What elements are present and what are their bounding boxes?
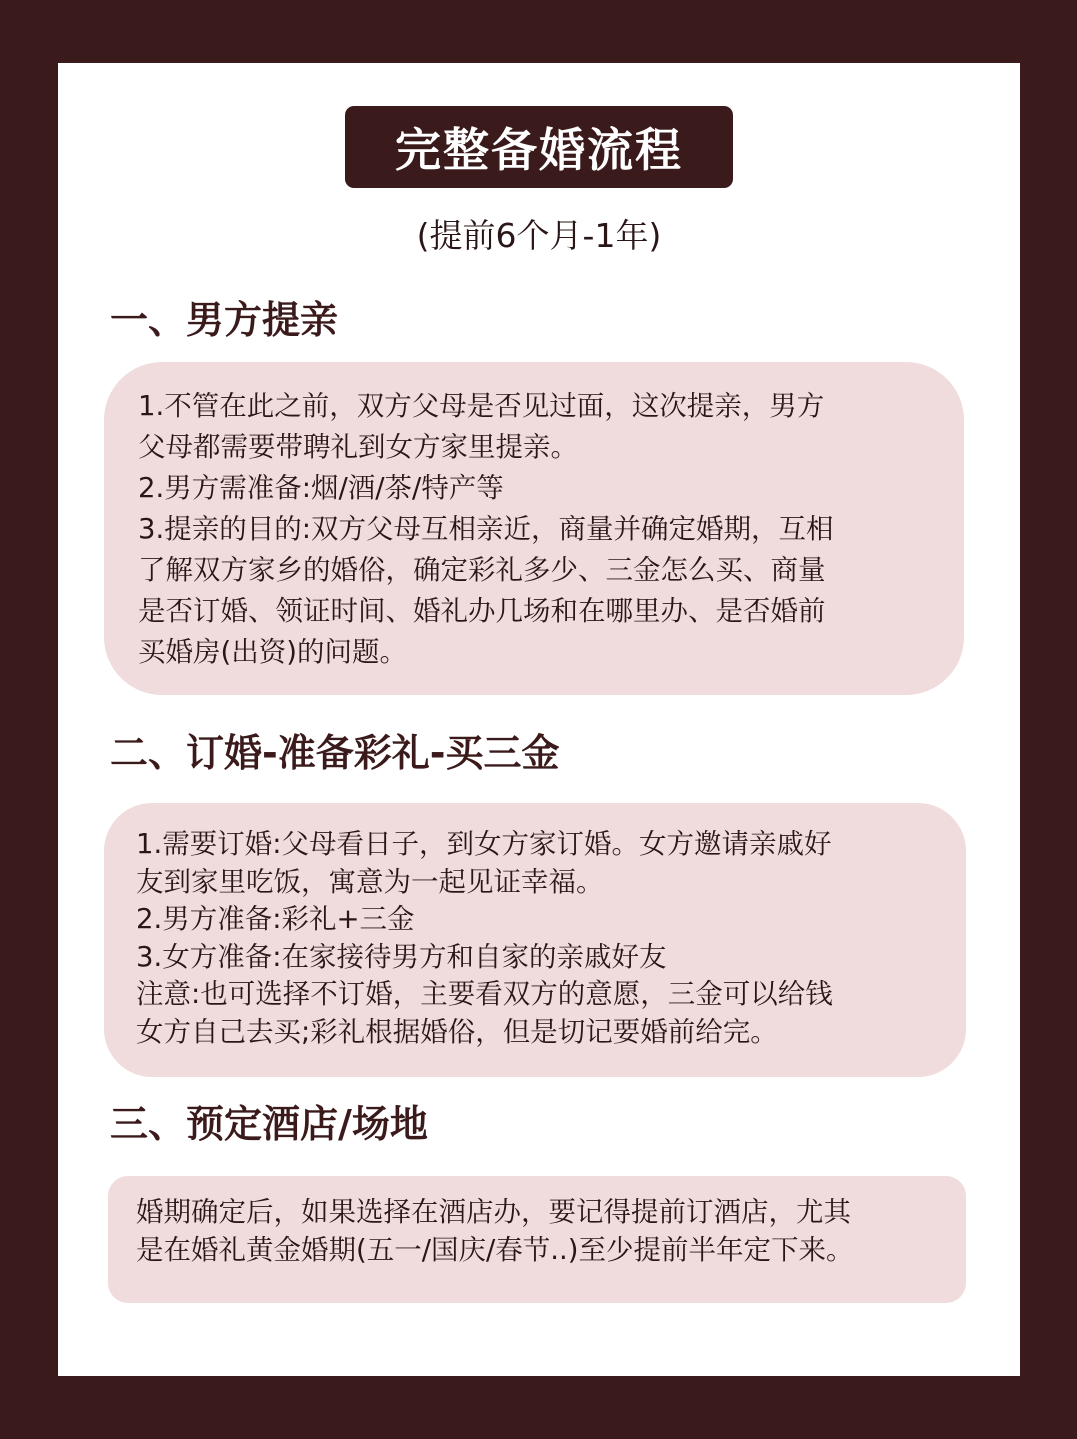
content-sheet — [58, 63, 1020, 1376]
card-text-line: 买婚房(出资)的问题。 — [138, 636, 407, 668]
card-text-line: 是在婚礼黄金婚期(五一/国庆/春节..)至少提前半年定下来。 — [136, 1234, 854, 1266]
card-text-line: 女方自己去买;彩礼根据婚俗，但是切记要婚前给完。 — [136, 1015, 778, 1048]
section-heading-venue: 三、预定酒店/场地 — [110, 1102, 428, 1146]
card-text-line: 是否订婚、领证时间、婚礼办几场和在哪里办、是否婚前 — [138, 595, 826, 627]
section-heading-proposal: 一、男方提亲 — [110, 298, 339, 342]
card-text-line: 友到家里吃饭，寓意为一起见证幸福。 — [136, 865, 604, 898]
title-badge — [345, 106, 733, 188]
card-text-line: 1.不管在此之前，双方父母是否见过面，这次提亲，男方 — [138, 390, 825, 422]
card-text-line: 父母都需要带聘礼到女方家里提亲。 — [138, 431, 578, 463]
card-text-line: 3.女方准备:在家接待男方和自家的亲戚好友 — [136, 940, 667, 973]
card-text-line: 1.需要订婚:父母看日子，到女方家订婚。女方邀请亲戚好 — [136, 828, 832, 860]
section-card-engagement — [104, 803, 966, 1077]
card-text-line: 2.男方准备:彩礼+三金 — [136, 903, 415, 935]
page-title: 完整备婚流程 — [395, 123, 683, 177]
page-subtitle: (提前6个月-1年) — [416, 216, 662, 255]
card-text-line: 了解双方家乡的婚俗，确定彩礼多少、三金怎么买、商量 — [138, 554, 826, 586]
card-text-line: 3.提亲的目的:双方父母互相亲近，商量并确定婚期，互相 — [138, 513, 834, 545]
section-card-proposal — [104, 362, 964, 695]
card-text-line: 婚期确定后，如果选择在酒店办，要记得提前订酒店，尤其 — [136, 1196, 851, 1228]
section-card-venue — [108, 1176, 966, 1303]
card-text-line: 注意:也可选择不订婚，主要看双方的意愿，三金可以给钱 — [136, 978, 833, 1010]
card-text-line: 2.男方需准备:烟/酒/茶/特产等 — [138, 472, 504, 504]
section-heading-engagement: 二、订婚-准备彩礼-买三金 — [110, 731, 560, 775]
